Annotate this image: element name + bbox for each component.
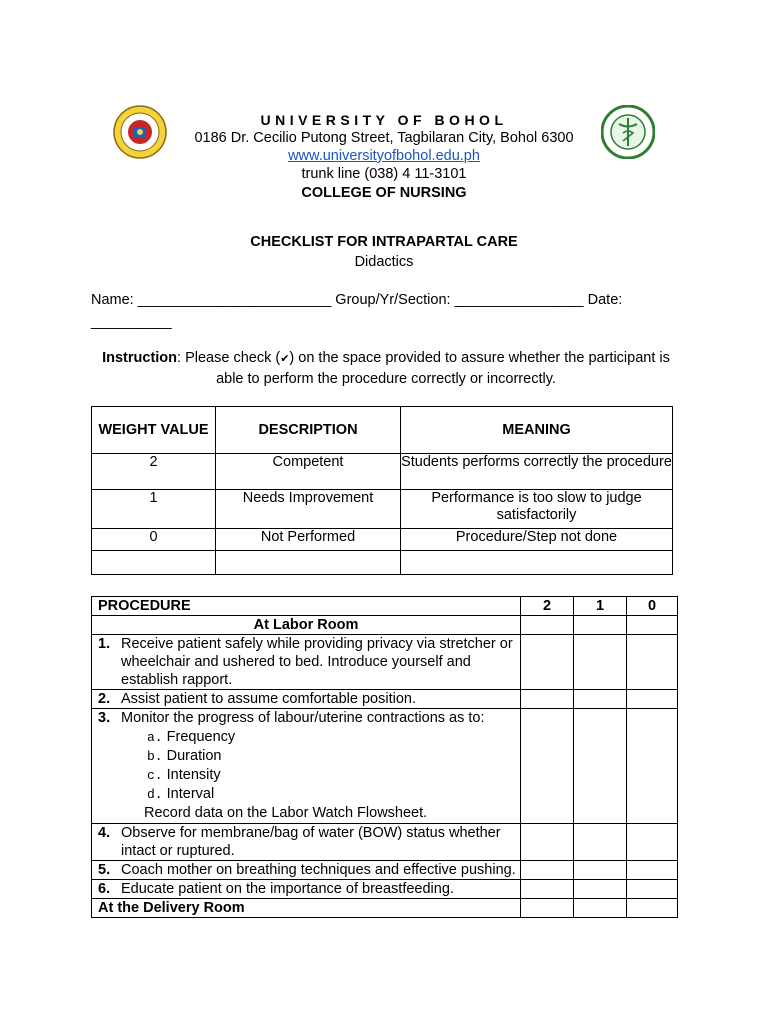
sub-text: Frequency — [166, 729, 236, 745]
check-cell[interactable] — [521, 690, 574, 709]
check-cell[interactable] — [574, 899, 627, 918]
college-name: COLLEGE OF NURSING — [301, 185, 467, 201]
table-row — [92, 861, 678, 880]
check-cell[interactable] — [574, 861, 627, 880]
step-text: Educate patient on the importance of breastfeeding. — [121, 881, 454, 897]
check-cell[interactable] — [627, 635, 678, 690]
procedure-step — [92, 824, 521, 861]
sub-text: Duration — [166, 748, 222, 764]
document-title: CHECKLIST FOR INTRAPARTAL CARE — [250, 234, 518, 250]
check-cell[interactable] — [574, 824, 627, 861]
legend-meaning: Students performs correctly the procedure — [401, 454, 673, 490]
procedure-header-row — [92, 597, 678, 616]
empty-cell — [401, 551, 673, 575]
legend-row — [92, 529, 673, 551]
legend-description: Competent — [216, 454, 401, 490]
procedure-step — [92, 690, 521, 709]
trunk-line: trunk line (038) 4 11-3101 — [301, 166, 467, 182]
legend-description: Not Performed — [216, 529, 401, 551]
procedure-step — [92, 861, 521, 880]
check-cell[interactable] — [627, 709, 678, 824]
check-cell[interactable] — [627, 880, 678, 899]
score-header-2: 2 — [521, 597, 574, 616]
weight-legend-table — [91, 406, 673, 575]
weight-value-header: WEIGHT VALUE — [92, 407, 216, 454]
legend-row — [92, 454, 673, 490]
sub-item — [98, 766, 516, 785]
sub-item — [98, 785, 516, 804]
university-website-link[interactable]: www.universityofbohol.edu.ph — [288, 148, 480, 164]
document-subtitle: Didactics — [354, 254, 414, 270]
checkmark-icon: ✔ — [280, 353, 290, 365]
section-delivery-room: At the Delivery Room — [92, 899, 521, 918]
score-header-0: 0 — [627, 597, 678, 616]
step-text: Monitor the progress of labour/uterine contractions as to: — [121, 710, 485, 726]
check-cell[interactable] — [627, 616, 678, 635]
check-cell[interactable] — [574, 880, 627, 899]
procedure-step — [92, 880, 521, 899]
step-number: 6. — [98, 881, 111, 897]
step-text: Observe for membrane/bag of water (BOW) status whether intact or ruptured. — [121, 825, 501, 859]
sub-text: Intensity — [166, 767, 221, 783]
procedure-header: PROCEDURE — [92, 597, 521, 616]
instruction-label: Instruction — [102, 350, 178, 366]
section-labor-room: At Labor Room — [92, 616, 521, 635]
legend-meaning: Performance is too slow to judge satisfactorily — [401, 490, 673, 529]
empty-cell — [92, 551, 216, 575]
step-number: 4. — [98, 825, 111, 841]
instruction-text-before: : Please check ( — [177, 350, 281, 366]
university-address: 0186 Dr. Cecilio Putong Street, Tagbilaran City, Bohol 6300 — [194, 130, 574, 146]
table-row — [92, 690, 678, 709]
table-row — [92, 709, 678, 824]
empty-cell — [216, 551, 401, 575]
check-cell[interactable] — [627, 899, 678, 918]
step-number: 1. — [98, 636, 111, 652]
sub-text: Interval — [166, 786, 215, 802]
legend-empty-row — [92, 551, 673, 575]
date-blank[interactable]: __________ — [91, 314, 172, 330]
legend-row — [92, 490, 673, 529]
check-cell[interactable] — [574, 616, 627, 635]
step-text: Coach mother on breathing techniques and effective pushing. — [121, 862, 516, 878]
instruction-text-after: ) on the space provided to assure whether the participant is able to perform the procedure correctly or incorrectly. — [216, 350, 670, 387]
instruction-paragraph — [91, 348, 681, 389]
name-group-date-line[interactable]: Name: ________________________ Group/Yr/Section: ________________ Date: — [91, 292, 623, 308]
check-cell[interactable] — [627, 824, 678, 861]
university-name: UNIVERSITY OF BOHOL — [260, 112, 508, 128]
step3-note: Record data on the Labor Watch Flowsheet. — [144, 805, 428, 821]
check-cell[interactable] — [627, 690, 678, 709]
legend-value: 0 — [92, 529, 216, 551]
student-info-fields[interactable] — [91, 290, 691, 332]
check-cell[interactable] — [521, 899, 574, 918]
check-cell[interactable] — [627, 861, 678, 880]
step-text: Receive patient safely while providing privacy via stretcher or wheelchair and ushered to bed. Introduce yourself and establish rapport. — [121, 636, 513, 688]
step-number: 3. — [98, 710, 111, 726]
meaning-header: MEANING — [401, 407, 673, 454]
check-cell[interactable] — [521, 709, 574, 824]
sub-letter: a. — [147, 730, 163, 745]
check-cell[interactable] — [521, 861, 574, 880]
sub-letter: b. — [147, 749, 163, 764]
step-number: 5. — [98, 862, 111, 878]
check-cell[interactable] — [521, 616, 574, 635]
legend-header-row — [92, 407, 673, 454]
check-cell[interactable] — [521, 824, 574, 861]
sub-letter: c. — [147, 768, 163, 783]
legend-value: 1 — [92, 490, 216, 529]
table-row — [92, 880, 678, 899]
procedure-step — [92, 635, 521, 690]
description-header: DESCRIPTION — [216, 407, 401, 454]
section-row — [92, 616, 678, 635]
legend-meaning: Procedure/Step not done — [401, 529, 673, 551]
procedure-step — [92, 709, 521, 824]
step-text: Assist patient to assume comfortable position. — [121, 691, 416, 707]
section-row — [92, 899, 678, 918]
procedure-checklist-table — [91, 596, 678, 918]
check-cell[interactable] — [521, 635, 574, 690]
check-cell[interactable] — [574, 635, 627, 690]
legend-description: Needs Improvement — [216, 490, 401, 529]
sub-item — [98, 728, 516, 747]
score-header-1: 1 — [574, 597, 627, 616]
legend-value: 2 — [92, 454, 216, 490]
step-number: 2. — [98, 691, 111, 707]
sub-letter: d. — [147, 787, 163, 802]
check-cell[interactable] — [574, 690, 627, 709]
table-row — [92, 824, 678, 861]
sub-item — [98, 747, 516, 766]
check-cell[interactable] — [521, 880, 574, 899]
table-row — [92, 635, 678, 690]
check-cell[interactable] — [574, 709, 627, 824]
